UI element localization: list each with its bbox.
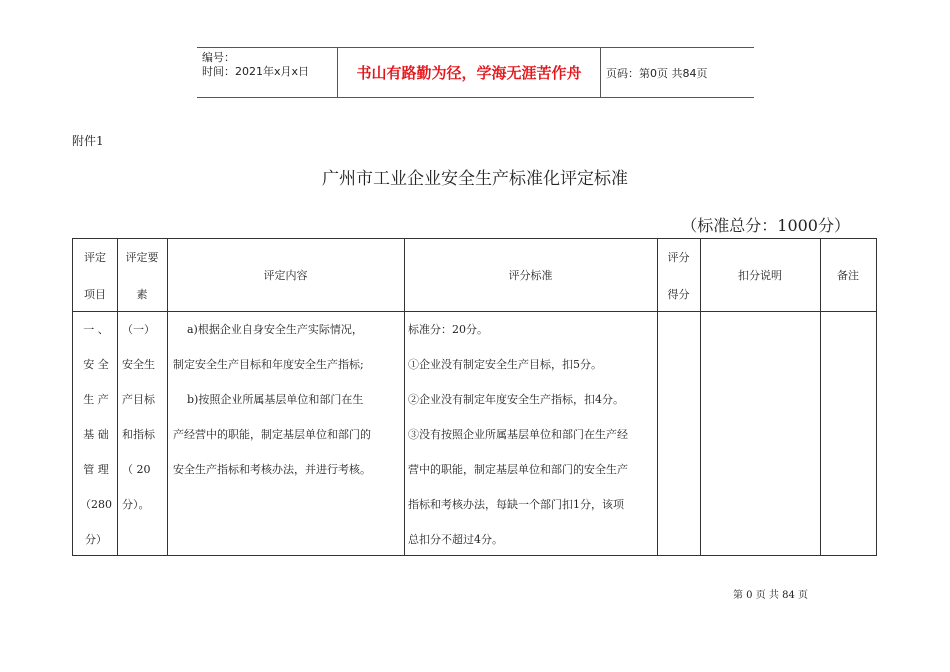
header-remarks: 备注	[837, 269, 859, 282]
standard-cell: 标准分：20分。 ①企业没有制定安全生产目标，扣5分。 ②企业没有制定年度安全生产指标，扣4分。 ③没有按照企业所属基层单位和部门在生产经 营中的职能，制定基层单位和部门的安全生产 指标和考核办法，每缺一个部门扣1分，该项 总扣分不超过4分。	[408, 323, 628, 546]
header-project: 评定 项目	[84, 251, 106, 301]
header-standard: 评分标准	[508, 269, 553, 282]
header-content: 评定内容	[263, 269, 308, 282]
page-footer: 第 0 页 共 84 页	[733, 590, 808, 601]
evaluation-table	[72, 238, 877, 556]
header-motto: 书山有路勤为径，学海无涯苦作舟	[337, 48, 601, 97]
header-page-info: 页码：第0页 共84页	[606, 66, 708, 80]
element-cell: （一） 安全生 产目标 和指标 （ 20 分）。	[122, 323, 155, 511]
code-label: 编号：	[202, 51, 235, 64]
time-label: 时间：2021年x月x日	[202, 65, 310, 78]
header-deduction: 扣分说明	[738, 269, 782, 282]
document-title: 广州市工业企业安全生产标准化评定标准	[322, 169, 628, 189]
total-score: （标准总分：1000分）	[681, 216, 850, 235]
attachment-label: 附件1	[72, 134, 104, 148]
header-meta	[197, 48, 337, 97]
project-cell: 一 、 安 全 生 产 基 础 管 理 （280 分）	[80, 323, 112, 546]
document-header	[197, 47, 754, 98]
header-element: 评定要 素	[125, 251, 159, 301]
content-cell: a)根据企业自身安全生产实际情况， 制定安全生产目标和年度安全生产指标; b)按照企业所属基层单位和部门在生 产经营中的职能，制定基层单位和部门的 安全生产指标和考核办法，并进行考核。	[173, 323, 371, 476]
header-score: 评分 得分	[667, 251, 690, 301]
